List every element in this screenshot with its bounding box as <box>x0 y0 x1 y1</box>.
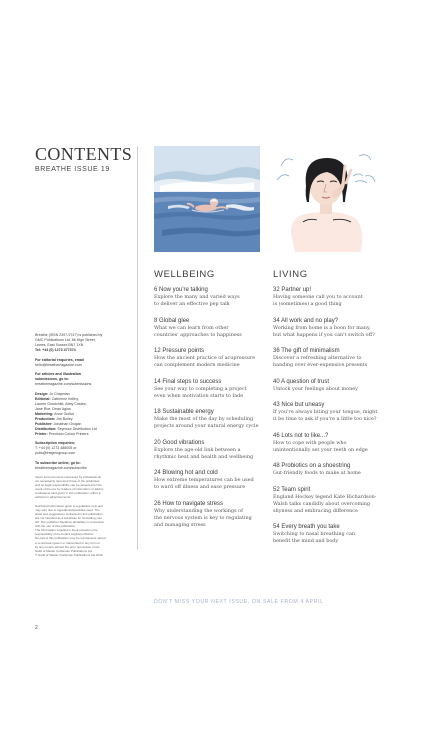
disclaimer-line: in a retrieval system or transmitted in any form or <box>35 540 101 545</box>
entry-heading <box>273 487 385 494</box>
credit-role: Editorial: <box>35 396 52 401</box>
entry-title: Good vibrations <box>162 439 205 446</box>
submissions-link[interactable]: breathemagazine.com/submissions <box>35 382 92 386</box>
breathing-woman-illustration <box>273 146 379 252</box>
living-list <box>273 287 385 555</box>
entry-heading <box>273 524 385 531</box>
description-line: Gut-friendly foods to make at home <box>273 470 361 476</box>
swimmer-illustration <box>154 146 260 252</box>
credit-role: Distribution: <box>35 426 58 431</box>
page-title: CONTENTS <box>35 144 133 164</box>
description-line: can complement modern medicine <box>154 362 240 368</box>
entry-description <box>273 294 385 308</box>
entry-title: Team spirit <box>281 486 311 493</box>
disclaimer-line: are not intended as a substitute for consulting your <box>35 515 103 520</box>
submissions-label: For articles and illustration <box>35 372 82 376</box>
credit-person: Catherine Kelthy, <box>51 396 79 401</box>
entry-description <box>273 470 385 477</box>
entry-description <box>154 447 266 461</box>
description-line: benefit the mind and body <box>273 538 339 544</box>
disclaimer-line: by any means without the prior permission of the <box>35 544 100 549</box>
editorial-label: For editorial enquiries, email <box>35 357 84 362</box>
description-line: Having someone call you to account <box>273 294 363 300</box>
entry-page-number: 12 <box>154 348 161 354</box>
credit-role: Production: <box>35 416 57 421</box>
description-line: How to cope with people who <box>273 439 347 446</box>
entry-heading <box>154 409 266 416</box>
credits <box>35 392 131 437</box>
entry-description <box>154 294 266 308</box>
entry-page-number: 24 <box>154 470 161 476</box>
disclaimer-line: may vary due to ingredients/quantities used. The <box>35 507 100 512</box>
description-line: Make the most of the day by scheduling <box>154 416 254 422</box>
entry-title: Probiotics on a shoestring <box>281 463 351 469</box>
description-line: Explore the many and varied ways <box>154 294 240 300</box>
contents-entry[interactable] <box>273 318 385 339</box>
description-line: it be time to ask if you're a little too nice? <box>273 416 377 422</box>
contents-entry[interactable] <box>154 501 266 529</box>
contents-entry[interactable] <box>273 348 385 369</box>
contents-entry[interactable] <box>154 318 266 339</box>
entry-title: Nice but uneasy <box>281 402 325 408</box>
disclaimer-line: Nutritional information given is a guideline only and <box>35 503 103 508</box>
submissions-info <box>35 372 131 387</box>
entry-page-number: 14 <box>154 378 161 385</box>
entry-heading <box>154 440 266 447</box>
description-line: countries' approaches to happiness <box>154 331 242 338</box>
entry-title: Blowing hot and cold <box>162 470 218 476</box>
contents-entry[interactable] <box>273 433 385 454</box>
credit-role: Marketing: <box>35 411 55 416</box>
contents-entry[interactable] <box>273 463 385 477</box>
credit-person: Jonathan Grogan <box>53 421 82 426</box>
disclaimer-line: result of the use by readers of information or advice <box>35 487 104 492</box>
contents-entry[interactable] <box>273 487 385 515</box>
entry-heading <box>273 287 385 294</box>
subscribe-link[interactable]: breathemagazine.com/subscribe <box>35 465 87 470</box>
entry-heading <box>154 287 266 294</box>
disclaimer-line: © Guild of Master Craftsman Publications Ltd 2019 <box>35 552 103 557</box>
publisher-line: Lewes, East Sussex BN7 1XN <box>35 343 84 347</box>
entry-title: How to navigate stress <box>162 500 224 507</box>
entry-description <box>154 386 266 400</box>
entry-title: Global glee <box>159 317 190 324</box>
subscribe-label: To subscribe online, go to: <box>35 460 81 465</box>
description-line: What we can learn from other <box>154 324 229 331</box>
entry-description <box>273 440 385 454</box>
credit-person: Jim Bulley <box>56 416 73 421</box>
disclaimer-line: responsibility of the book's original publisher. <box>35 532 95 537</box>
entry-description <box>273 531 385 545</box>
entry-description <box>273 355 385 369</box>
entry-page-number: 32 <box>273 287 280 293</box>
entry-title: All work and no play? <box>281 317 339 324</box>
entry-title: Partner up! <box>281 287 312 293</box>
disclaimer-line: not necessarily represent those of the publishers <box>35 479 100 484</box>
disclaimer-line: editorial or advertisements. <box>35 495 72 500</box>
disclaimer-line: with the use of this publication. <box>35 524 76 529</box>
entry-title: Sustainable energy <box>162 409 214 415</box>
submissions-label: submissions, go to: <box>35 377 69 381</box>
credit-person: Lauren Goodchild, Abby Costen, <box>35 401 87 406</box>
description-line: Why understanding the workings of <box>154 507 243 514</box>
description-line: and managing stress <box>154 521 206 528</box>
entry-description <box>273 386 385 393</box>
entry-description <box>154 355 266 369</box>
entry-title: Pressure points <box>162 348 205 354</box>
description-line: How the ancient practice of acupressure <box>154 355 256 361</box>
description-line: to ward off illness and ease pressure <box>154 484 246 490</box>
entry-page-number: 8 <box>154 317 158 324</box>
entry-title: Final steps to success <box>162 378 222 385</box>
contents-entry[interactable] <box>154 379 266 400</box>
entry-heading <box>154 379 266 386</box>
disclaimer <box>35 475 131 557</box>
entry-title: The gift of minimalism <box>281 348 340 354</box>
disclaimer-line: The information supplied in book extracts is the <box>35 528 98 533</box>
description-line: shyness and embracing difference <box>273 507 358 514</box>
entry-page-number: 40 <box>273 378 280 385</box>
entry-title: Every breath you take <box>281 524 340 530</box>
credit-role: Publisher: <box>35 421 54 426</box>
entry-description <box>154 508 266 529</box>
subscription-label: Subscription enquiries: <box>35 441 76 445</box>
description-line: England Hockey legend Kate Richardson- <box>273 493 377 500</box>
entry-description <box>273 494 385 515</box>
page-number: 2 <box>35 625 38 631</box>
column-divider <box>137 146 138 550</box>
contents-entry[interactable] <box>154 287 266 308</box>
credit-person: Jo Chapman <box>49 391 70 396</box>
contents-entry[interactable] <box>273 287 385 308</box>
entry-heading <box>154 318 266 325</box>
description-line: See your way to completing a project <box>154 385 247 392</box>
entry-description <box>154 477 266 491</box>
credit-line <box>35 432 131 437</box>
entry-title: A question of trust <box>281 378 330 385</box>
entry-description <box>154 325 266 339</box>
credit-person: Precision Colour Printers <box>48 431 89 436</box>
entry-description <box>273 325 385 339</box>
disclaimer-line: GP. The publisher disclaims all liability in connection <box>35 520 105 525</box>
publisher-info <box>35 333 131 353</box>
publisher-phone: Tel: +44 (0) 1273 477374 <box>35 348 76 352</box>
subscription-email-link[interactable]: pubs@thegmcgroup.com <box>35 451 76 455</box>
section-heading-wellbeing: WELLBEING <box>154 269 215 280</box>
next-issue-promo: DON'T MISS YOUR NEXT ISSUE, ON SALE FROM 4 APRIL <box>154 599 324 605</box>
description-line: unintentionally set your teeth on edge <box>273 446 368 453</box>
description-line: Discover a refreshing alternative to <box>273 355 362 361</box>
entry-page-number: 34 <box>273 317 280 324</box>
entry-page-number: 54 <box>273 524 280 530</box>
wellbeing-list <box>154 287 266 538</box>
credit-role: Design: <box>35 391 50 396</box>
entry-heading <box>273 433 385 440</box>
subscribe-info <box>35 461 131 471</box>
description-line: Unlock your feelings about money <box>273 385 358 392</box>
description-line: Walsh talks candidly about overcoming <box>273 500 371 507</box>
entry-title: Lots not to like...? <box>281 432 329 439</box>
description-line: Switching to nasal breathing can <box>273 531 356 537</box>
entry-title: Now you're talking <box>159 287 208 293</box>
issue-label: BREATHE ISSUE 19 <box>35 166 110 173</box>
section-heading-living: LIVING <box>273 269 308 280</box>
entry-page-number: 48 <box>273 463 280 469</box>
subscription-info <box>35 441 131 456</box>
publisher-line: Breathe (ISSN 2397-9747) is published by <box>35 333 103 337</box>
subscription-line: T: +44 (0) 1273 488005 or <box>35 446 77 450</box>
entry-page-number: 6 <box>154 287 158 293</box>
description-line: rhythmic beat and health and wellbeing <box>154 453 254 460</box>
description-line: to deliver an effective pep talk <box>154 301 230 307</box>
contents-entry[interactable] <box>154 409 266 430</box>
contents-entry[interactable] <box>273 524 385 545</box>
description-line: Working from home is a boon for many, <box>273 324 371 331</box>
entry-heading <box>154 501 266 508</box>
entry-heading <box>273 348 385 355</box>
entry-description <box>273 409 385 423</box>
disclaimer-line: Guild of Master Craftsman Publications Ltd. <box>35 548 93 553</box>
contents-entry[interactable] <box>154 440 266 461</box>
entry-page-number: 20 <box>154 439 161 446</box>
contents-entry[interactable] <box>273 402 385 423</box>
disclaimer-line: of whatever kind given in this publication, either in <box>35 491 102 496</box>
entry-heading <box>273 379 385 386</box>
credit-role: Printer: <box>35 431 49 436</box>
entry-description <box>154 416 266 430</box>
contents-entry[interactable] <box>154 348 266 369</box>
credit-person: Anne Guillot <box>54 411 74 416</box>
entry-heading <box>273 402 385 409</box>
disclaimer-line: No part of this publication may be reproduced, stored <box>35 536 106 541</box>
description-line: even when motivation starts to fade <box>154 392 244 399</box>
editorial-info <box>35 358 131 368</box>
contents-entry[interactable] <box>273 379 385 393</box>
disclaimer-line: ideas and suggestions contained in this publication <box>35 511 103 516</box>
description-line: is (sometimes) a good thing <box>273 301 342 307</box>
description-line: projects around your natural energy cycle <box>154 423 259 429</box>
entry-page-number: 36 <box>273 348 280 354</box>
imprint-column <box>35 333 131 557</box>
entry-heading <box>154 470 266 477</box>
disclaimer-line: Views and comments expressed by individuals do <box>35 475 102 479</box>
entry-page-number: 18 <box>154 409 161 415</box>
entry-page-number: 46 <box>273 432 280 439</box>
description-line: How extreme temperatures can be used <box>154 477 254 483</box>
masthead <box>35 144 135 173</box>
description-line: handing over ever-expensive presents <box>273 362 368 368</box>
entry-heading <box>273 463 385 470</box>
credit-person: Jane Roe, Dean Agius <box>35 406 71 411</box>
entry-heading <box>154 348 266 355</box>
publisher-line: GMC Publications Ltd, 86 High Street, <box>35 338 96 342</box>
disclaimer-line: and no legal responsibility can be accepted for the <box>35 483 102 488</box>
description-line: but what happens if you can't switch off? <box>273 331 375 338</box>
description-line: If you're always biting your tongue, might <box>273 409 378 415</box>
description-line: the nervous system is key to regulating <box>154 514 252 521</box>
entry-page-number: 43 <box>273 402 280 408</box>
entry-page-number: 52 <box>273 486 280 493</box>
editorial-email-link[interactable]: hello@breathemagazine.com <box>35 362 82 367</box>
entry-heading <box>273 318 385 325</box>
description-line: Explore the age-old link between a <box>154 446 241 453</box>
entry-page-number: 26 <box>154 500 161 507</box>
contents-entry[interactable] <box>154 470 266 491</box>
credit-person: Seymour Distribution Ltd <box>57 426 97 431</box>
